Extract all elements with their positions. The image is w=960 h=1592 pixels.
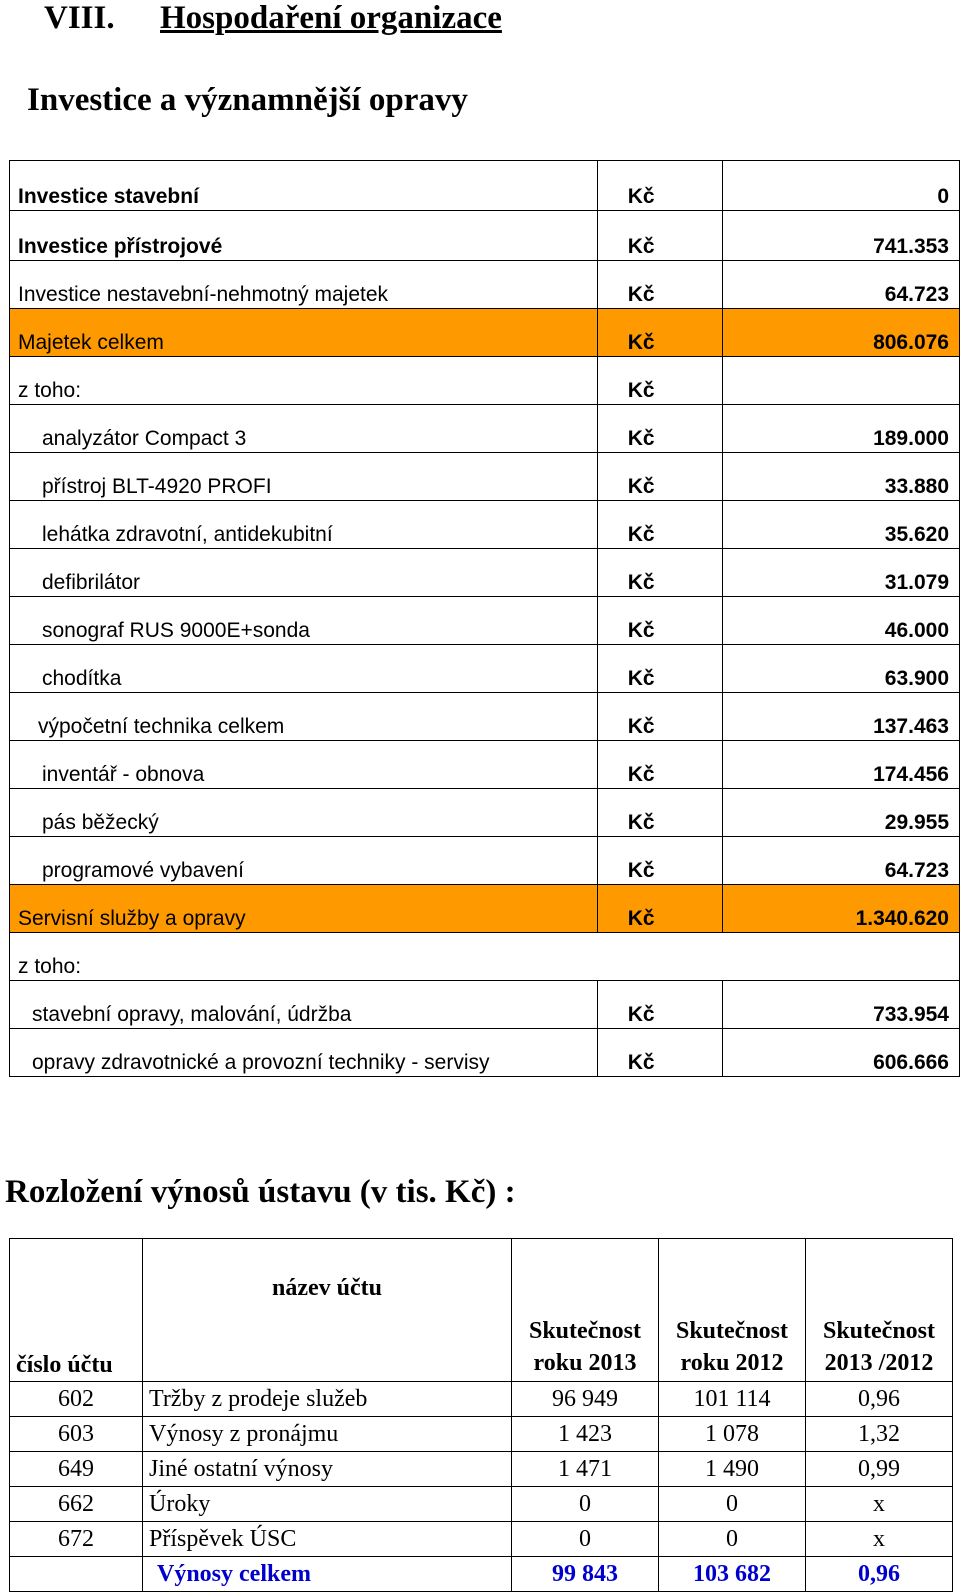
item-value: 29.955: [722, 789, 959, 837]
table-row: [10, 1452, 953, 1487]
value-ratio: x: [806, 1487, 953, 1522]
header-account-no: číslo účtu: [10, 1239, 143, 1382]
item-label: výpočetní technika celkem: [10, 693, 598, 741]
item-value: 741.353: [722, 211, 959, 261]
section-number: VIII.: [44, 0, 115, 36]
item-value: 0: [722, 161, 959, 211]
table-header-row: [10, 1239, 953, 1382]
value-ratio: 0,99: [806, 1452, 953, 1487]
table-row: [10, 1382, 953, 1417]
item-label: Investice nestavební-nehmotný majetek: [10, 261, 598, 309]
item-value: [722, 357, 959, 405]
item-value: 1.340.620: [722, 885, 959, 933]
item-value: 137.463: [722, 693, 959, 741]
item-unit: Kč: [597, 645, 722, 693]
table-row: [10, 161, 960, 211]
total-ratio: 0,96: [806, 1557, 953, 1592]
item-label: defibrilátor: [10, 549, 598, 597]
item-unit: Kč: [597, 501, 722, 549]
table-row-highlight: [10, 885, 960, 933]
account-name: Tržby z prodeje služeb: [143, 1382, 512, 1417]
account-no-empty: [10, 1557, 143, 1592]
value-2012: 0: [659, 1487, 806, 1522]
account-name: Výnosy z pronájmu: [143, 1417, 512, 1452]
item-label: stavební opravy, malování, údržba: [10, 981, 598, 1029]
revenue-table: [9, 1238, 953, 1592]
item-unit: Kč: [597, 357, 722, 405]
item-value: 31.079: [722, 549, 959, 597]
value-ratio: x: [806, 1522, 953, 1557]
item-label: programové vybavení: [10, 837, 598, 885]
header-actual-2012: Skutečnost roku 2012: [659, 1239, 806, 1382]
item-value: 63.900: [722, 645, 959, 693]
item-unit: Kč: [597, 1029, 722, 1077]
account-no: 662: [10, 1487, 143, 1522]
item-value: 33.880: [722, 453, 959, 501]
item-value: 174.456: [722, 741, 959, 789]
item-label: z toho:: [10, 933, 960, 981]
item-label: lehátka zdravotní, antidekubitní: [10, 501, 598, 549]
item-unit: Kč: [597, 837, 722, 885]
item-label: Investice přístrojové: [10, 211, 598, 261]
header-account-name: název účtu: [143, 1239, 512, 1382]
table-row: [10, 1487, 953, 1522]
value-2013: 0: [512, 1487, 659, 1522]
table-row-total: [10, 1557, 953, 1592]
account-name: Jiné ostatní výnosy: [143, 1452, 512, 1487]
table-row: [10, 261, 960, 309]
value-2012: 1 490: [659, 1452, 806, 1487]
value-2013: 1 471: [512, 1452, 659, 1487]
item-unit: Kč: [597, 161, 722, 211]
table-row: [10, 1522, 953, 1557]
total-2013: 99 843: [512, 1557, 659, 1592]
table-row: [10, 693, 960, 741]
total-2012: 103 682: [659, 1557, 806, 1592]
item-unit: Kč: [597, 211, 722, 261]
revenue-heading: Rozložení výnosů ústavu (v tis. Kč) :: [5, 1174, 516, 1210]
investments-heading: Investice a významnější opravy: [27, 82, 468, 118]
value-2012: 0: [659, 1522, 806, 1557]
item-value: 64.723: [722, 261, 959, 309]
table-row: [10, 789, 960, 837]
investments-table: [9, 160, 960, 1077]
value-2013: 1 423: [512, 1417, 659, 1452]
table-row: [10, 501, 960, 549]
item-unit: Kč: [597, 453, 722, 501]
table-row-highlight: [10, 309, 960, 357]
item-label: pás běžecký: [10, 789, 598, 837]
item-unit: Kč: [597, 789, 722, 837]
header-ratio: Skutečnost 2013 /2012: [806, 1239, 953, 1382]
item-label: chodítka: [10, 645, 598, 693]
value-ratio: 0,96: [806, 1382, 953, 1417]
item-value: 46.000: [722, 597, 959, 645]
item-value: 733.954: [722, 981, 959, 1029]
account-no: 603: [10, 1417, 143, 1452]
account-no: 649: [10, 1452, 143, 1487]
table-row: [10, 549, 960, 597]
value-2012: 1 078: [659, 1417, 806, 1452]
table-row: [10, 211, 960, 261]
item-unit: Kč: [597, 981, 722, 1029]
table-row: [10, 405, 960, 453]
item-label: analyzátor Compact 3: [10, 405, 598, 453]
section-title: Hospodaření organizace: [160, 0, 502, 36]
table-row: [10, 453, 960, 501]
item-label: Servisní služby a opravy: [10, 885, 598, 933]
table-row: [10, 1029, 960, 1077]
item-label: inventář - obnova: [10, 741, 598, 789]
value-2012: 101 114: [659, 1382, 806, 1417]
table-row: [10, 357, 960, 405]
table-row: [10, 645, 960, 693]
item-unit: Kč: [597, 549, 722, 597]
item-unit: Kč: [597, 261, 722, 309]
item-value: 189.000: [722, 405, 959, 453]
value-2013: 96 949: [512, 1382, 659, 1417]
item-label: Investice stavební: [10, 161, 598, 211]
table-row: [10, 597, 960, 645]
section-heading: [44, 0, 502, 36]
item-label: Majetek celkem: [10, 309, 598, 357]
account-no: 672: [10, 1522, 143, 1557]
table-row: [10, 837, 960, 885]
item-label: sonograf RUS 9000E+sonda: [10, 597, 598, 645]
value-2013: 0: [512, 1522, 659, 1557]
table-row: [10, 741, 960, 789]
item-unit: Kč: [597, 741, 722, 789]
value-ratio: 1,32: [806, 1417, 953, 1452]
item-value: 606.666: [722, 1029, 959, 1077]
account-name: Úroky: [143, 1487, 512, 1522]
table-row: [10, 933, 960, 981]
item-unit: Kč: [597, 885, 722, 933]
item-label: z toho:: [10, 357, 598, 405]
account-no: 602: [10, 1382, 143, 1417]
table-row: [10, 1417, 953, 1452]
total-label: Výnosy celkem: [143, 1557, 512, 1592]
item-unit: Kč: [597, 693, 722, 741]
table-row: [10, 981, 960, 1029]
item-unit: Kč: [597, 405, 722, 453]
item-unit: Kč: [597, 309, 722, 357]
item-label: opravy zdravotnické a provozní techniky - servisy: [10, 1029, 598, 1077]
item-value: 64.723: [722, 837, 959, 885]
header-actual-2013: Skutečnost roku 2013: [512, 1239, 659, 1382]
account-name: Příspěvek ÚSC: [143, 1522, 512, 1557]
item-unit: Kč: [597, 597, 722, 645]
item-value: 806.076: [722, 309, 959, 357]
item-value: 35.620: [722, 501, 959, 549]
item-label: přístroj BLT-4920 PROFI: [10, 453, 598, 501]
